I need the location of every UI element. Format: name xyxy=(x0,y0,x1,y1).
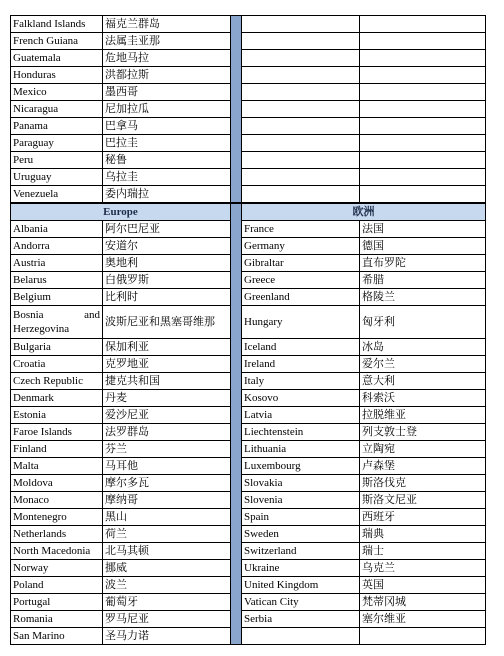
europe-right-country-en: Greenland xyxy=(242,289,360,306)
table-row xyxy=(242,526,486,543)
europe-right-country-en: Italy xyxy=(242,373,360,390)
europe-left-country-zh: 葡萄牙 xyxy=(103,594,231,611)
europe-right-country-zh: 拉脱维亚 xyxy=(360,407,486,424)
europe-right-country-en xyxy=(242,628,360,645)
europe-left-country-zh: 黑山 xyxy=(103,509,231,526)
europe-left-country-zh: 北马其顿 xyxy=(103,543,231,560)
top-left-country-zh: 乌拉圭 xyxy=(103,169,231,186)
top-right-country-en xyxy=(242,118,360,135)
europe-left-country-en: Albania xyxy=(11,221,103,238)
table-row xyxy=(242,16,486,33)
top-left-country-zh: 巴拉圭 xyxy=(103,135,231,152)
top-left-table xyxy=(10,15,231,203)
europe-left-country-en: Finland xyxy=(11,441,103,458)
top-left-country-en: Peru xyxy=(11,152,103,169)
europe-left-country-zh: 荷兰 xyxy=(103,526,231,543)
europe-left-country-zh: 捷克共和国 xyxy=(103,373,231,390)
europe-right-country-zh: 法国 xyxy=(360,221,486,238)
europe-right-country-zh: 直布罗陀 xyxy=(360,255,486,272)
table-row xyxy=(242,458,486,475)
europe-left-country-en: Czech Republic xyxy=(11,373,103,390)
table-row xyxy=(242,373,486,390)
table-row xyxy=(242,289,486,306)
table-row xyxy=(11,594,231,611)
europe-left-country-en: Belarus xyxy=(11,272,103,289)
europe-right-country-zh: 列支敦士登 xyxy=(360,424,486,441)
europe-left-country-zh: 克罗地亚 xyxy=(103,356,231,373)
top-left-country-en: Panama xyxy=(11,118,103,135)
table-row xyxy=(242,306,486,339)
europe-right-country-en: France xyxy=(242,221,360,238)
table-row xyxy=(242,169,486,186)
europe-right-country-en: Kosovo xyxy=(242,390,360,407)
table-row xyxy=(242,255,486,272)
table-row xyxy=(11,135,231,152)
europe-left-country-zh: 比利时 xyxy=(103,289,231,306)
europe-left-country-en: Montenegro xyxy=(11,509,103,526)
top-right-country-zh xyxy=(360,152,486,169)
table-row xyxy=(11,560,231,577)
europe-left-country-en: Monaco xyxy=(11,492,103,509)
country-name-part: and xyxy=(84,309,100,321)
europe-right-country-en: Spain xyxy=(242,509,360,526)
table-row xyxy=(11,186,231,203)
europe-left-country-en: Denmark xyxy=(11,390,103,407)
europe-left-country-zh: 阿尔巴尼亚 xyxy=(103,221,231,238)
europe-right-country-zh: 斯洛伐克 xyxy=(360,475,486,492)
table-row xyxy=(11,628,231,645)
top-right-country-zh xyxy=(360,118,486,135)
europe-left-country-zh: 摩尔多瓦 xyxy=(103,475,231,492)
top-left-country-zh: 尼加拉瓜 xyxy=(103,101,231,118)
europe-right-country-zh: 乌克兰 xyxy=(360,560,486,577)
top-left-country-en: Honduras xyxy=(11,67,103,84)
table-row xyxy=(242,628,486,645)
table-row xyxy=(11,611,231,628)
top-left-country-en: Nicaragua xyxy=(11,101,103,118)
table-row xyxy=(11,356,231,373)
europe-header-row xyxy=(11,204,231,221)
europe-left-country-zh: 马耳他 xyxy=(103,458,231,475)
table-row xyxy=(242,611,486,628)
table-row xyxy=(11,492,231,509)
europe-left-country-zh: 保加利亚 xyxy=(103,339,231,356)
table-row xyxy=(11,33,231,50)
europe-right-country-en: Ukraine xyxy=(242,560,360,577)
top-left-country-zh: 委内瑞拉 xyxy=(103,186,231,203)
top-left-country-zh: 墨西哥 xyxy=(103,84,231,101)
top-right-country-zh xyxy=(360,33,486,50)
europe-right-country-en: Sweden xyxy=(242,526,360,543)
europe-right-country-zh: 瑞士 xyxy=(360,543,486,560)
top-right-country-en xyxy=(242,186,360,203)
top-left-country-en: French Guiana xyxy=(11,33,103,50)
europe-right-country-en: Ireland xyxy=(242,356,360,373)
table-row xyxy=(242,560,486,577)
europe-right-country-en: United Kingdom xyxy=(242,577,360,594)
table-row xyxy=(11,390,231,407)
europe-right-country-en: Vatican City xyxy=(242,594,360,611)
top-left-country-zh: 巴拿马 xyxy=(103,118,231,135)
europe-left-country-zh: 芬兰 xyxy=(103,441,231,458)
top-right-country-zh xyxy=(360,169,486,186)
europe-right-country-zh: 瑞典 xyxy=(360,526,486,543)
europe-left-country-en: Malta xyxy=(11,458,103,475)
top-right-country-zh xyxy=(360,135,486,152)
europe-right-country-en: Slovenia xyxy=(242,492,360,509)
europe-left-country-zh: 摩纳哥 xyxy=(103,492,231,509)
europe-left-country-en: Poland xyxy=(11,577,103,594)
top-right-country-zh xyxy=(360,67,486,84)
column-divider xyxy=(231,15,241,203)
top-section xyxy=(10,15,491,203)
europe-header-row-zh xyxy=(242,204,486,221)
table-row xyxy=(11,289,231,306)
table-row xyxy=(11,272,231,289)
europe-right-country-en: Lithuania xyxy=(242,441,360,458)
table-row xyxy=(11,543,231,560)
europe-right-country-en: Gibraltar xyxy=(242,255,360,272)
europe-right-country-zh: 梵蒂冈城 xyxy=(360,594,486,611)
europe-right-country-en: Switzerland xyxy=(242,543,360,560)
europe-right-country-en: Serbia xyxy=(242,611,360,628)
table-row xyxy=(11,458,231,475)
europe-left-country-en: Austria xyxy=(11,255,103,272)
top-left-country-zh: 福克兰群岛 xyxy=(103,16,231,33)
europe-left-country-en: Moldova xyxy=(11,475,103,492)
table-row xyxy=(242,475,486,492)
europe-section xyxy=(10,203,491,645)
top-right-country-zh xyxy=(360,16,486,33)
top-left-country-en: Falkland Islands xyxy=(11,16,103,33)
table-row xyxy=(11,475,231,492)
top-left-country-en: Paraguay xyxy=(11,135,103,152)
table-row xyxy=(242,509,486,526)
table-row xyxy=(11,407,231,424)
top-right-country-en xyxy=(242,152,360,169)
europe-right-country-zh: 格陵兰 xyxy=(360,289,486,306)
europe-left-country-zh: 法罗群岛 xyxy=(103,424,231,441)
europe-right-country-zh: 希腊 xyxy=(360,272,486,289)
top-right-country-zh xyxy=(360,101,486,118)
europe-right-country-zh: 匈牙利 xyxy=(360,306,486,339)
europe-right-country-en: Hungary xyxy=(242,306,360,339)
europe-left-country-zh: 波兰 xyxy=(103,577,231,594)
table-row xyxy=(242,50,486,67)
europe-right-country-zh: 意大利 xyxy=(360,373,486,390)
table-row xyxy=(11,16,231,33)
europe-right-country-zh: 英国 xyxy=(360,577,486,594)
top-left-country-en: Uruguay xyxy=(11,169,103,186)
europe-header-en: Europe xyxy=(11,204,231,221)
europe-left-country-en: Belgium xyxy=(11,289,103,306)
top-right-country-en xyxy=(242,50,360,67)
top-left-country-en: Venezuela xyxy=(11,186,103,203)
table-row xyxy=(11,67,231,84)
table-row xyxy=(11,509,231,526)
europe-left-country-zh: 丹麦 xyxy=(103,390,231,407)
table-row xyxy=(242,101,486,118)
europe-header-zh: 欧洲 xyxy=(242,204,486,221)
top-right-country-zh xyxy=(360,84,486,101)
europe-left-country-en: Portugal xyxy=(11,594,103,611)
table-row xyxy=(242,424,486,441)
europe-right-country-zh: 塞尔维亚 xyxy=(360,611,486,628)
europe-right-country-en: Liechtenstein xyxy=(242,424,360,441)
table-row xyxy=(242,441,486,458)
table-row xyxy=(11,101,231,118)
top-right-country-en xyxy=(242,84,360,101)
europe-left-country-zh: 白俄罗斯 xyxy=(103,272,231,289)
table-row xyxy=(242,577,486,594)
table-row xyxy=(11,306,231,339)
table-row xyxy=(242,84,486,101)
top-right-country-en xyxy=(242,16,360,33)
table-row xyxy=(11,373,231,390)
top-left-country-zh: 危地马拉 xyxy=(103,50,231,67)
europe-left-country-en: Estonia xyxy=(11,407,103,424)
europe-left-country-en: Croatia xyxy=(11,356,103,373)
europe-left-country-zh: 安道尔 xyxy=(103,238,231,255)
europe-right-country-en: Slovakia xyxy=(242,475,360,492)
europe-left-country-en: Romania xyxy=(11,611,103,628)
europe-right-country-en: Luxembourg xyxy=(242,458,360,475)
europe-right-country-zh: 爱尔兰 xyxy=(360,356,486,373)
top-right-table xyxy=(241,15,486,203)
table-row xyxy=(11,50,231,67)
europe-left-country-en: Bulgaria xyxy=(11,339,103,356)
table-row xyxy=(11,118,231,135)
top-left-country-zh: 秘鲁 xyxy=(103,152,231,169)
table-row xyxy=(11,424,231,441)
europe-right-table xyxy=(241,203,486,645)
table-row xyxy=(242,407,486,424)
table-row xyxy=(242,67,486,84)
top-right-country-zh xyxy=(360,50,486,67)
table-row xyxy=(242,118,486,135)
table-row xyxy=(11,339,231,356)
europe-right-country-en: Germany xyxy=(242,238,360,255)
table-row xyxy=(242,543,486,560)
table-row xyxy=(11,441,231,458)
europe-right-country-zh xyxy=(360,628,486,645)
europe-left-country-en: Faroe Islands xyxy=(11,424,103,441)
europe-left-country-en: North Macedonia xyxy=(11,543,103,560)
table-row xyxy=(242,356,486,373)
table-row xyxy=(11,526,231,543)
table-row xyxy=(242,272,486,289)
table-row xyxy=(11,169,231,186)
europe-left-country-zh: 波斯尼亚和黑塞哥维那 xyxy=(103,306,231,339)
top-right-country-en xyxy=(242,101,360,118)
country-name-line: Herzegovina xyxy=(13,323,70,335)
top-left-country-en: Mexico xyxy=(11,84,103,101)
europe-right-country-zh: 德国 xyxy=(360,238,486,255)
europe-left-country-zh: 圣马力诺 xyxy=(103,628,231,645)
table-row xyxy=(242,186,486,203)
europe-right-country-en: Greece xyxy=(242,272,360,289)
table-row xyxy=(242,33,486,50)
table-row xyxy=(242,492,486,509)
table-row xyxy=(11,577,231,594)
table-row xyxy=(242,221,486,238)
europe-left-country-en xyxy=(11,306,103,339)
table-row xyxy=(242,152,486,169)
table-row xyxy=(242,390,486,407)
table-row xyxy=(242,238,486,255)
top-right-country-zh xyxy=(360,186,486,203)
europe-left-country-zh: 罗马尼亚 xyxy=(103,611,231,628)
top-left-country-zh: 洪都拉斯 xyxy=(103,67,231,84)
europe-right-country-en: Iceland xyxy=(242,339,360,356)
table-row xyxy=(11,255,231,272)
top-right-country-en xyxy=(242,33,360,50)
column-divider xyxy=(231,203,241,645)
table-row xyxy=(11,238,231,255)
europe-left-country-zh: 奥地利 xyxy=(103,255,231,272)
europe-right-country-zh: 西班牙 xyxy=(360,509,486,526)
table-row xyxy=(11,84,231,101)
europe-right-country-zh: 立陶宛 xyxy=(360,441,486,458)
europe-right-country-zh: 科索沃 xyxy=(360,390,486,407)
top-left-country-zh: 法属圭亚那 xyxy=(103,33,231,50)
europe-left-country-en: Andorra xyxy=(11,238,103,255)
europe-left-country-zh: 爱沙尼亚 xyxy=(103,407,231,424)
table-row xyxy=(11,221,231,238)
top-left-country-en: Guatemala xyxy=(11,50,103,67)
europe-left-country-en: Norway xyxy=(11,560,103,577)
europe-right-country-en: Latvia xyxy=(242,407,360,424)
country-name-part: Bosnia xyxy=(13,309,44,321)
europe-left-table xyxy=(10,203,231,645)
table-row xyxy=(242,339,486,356)
country-table xyxy=(10,15,491,645)
country-name-line xyxy=(13,308,100,322)
europe-left-country-zh: 挪威 xyxy=(103,560,231,577)
top-right-country-en xyxy=(242,169,360,186)
table-row xyxy=(242,594,486,611)
table-row xyxy=(242,135,486,152)
europe-left-country-en: Netherlands xyxy=(11,526,103,543)
table-row xyxy=(11,152,231,169)
europe-right-country-zh: 卢森堡 xyxy=(360,458,486,475)
top-right-country-en xyxy=(242,135,360,152)
europe-right-country-zh: 冰岛 xyxy=(360,339,486,356)
europe-left-country-en: San Marino xyxy=(11,628,103,645)
europe-right-country-zh: 斯洛文尼亚 xyxy=(360,492,486,509)
top-right-country-en xyxy=(242,67,360,84)
